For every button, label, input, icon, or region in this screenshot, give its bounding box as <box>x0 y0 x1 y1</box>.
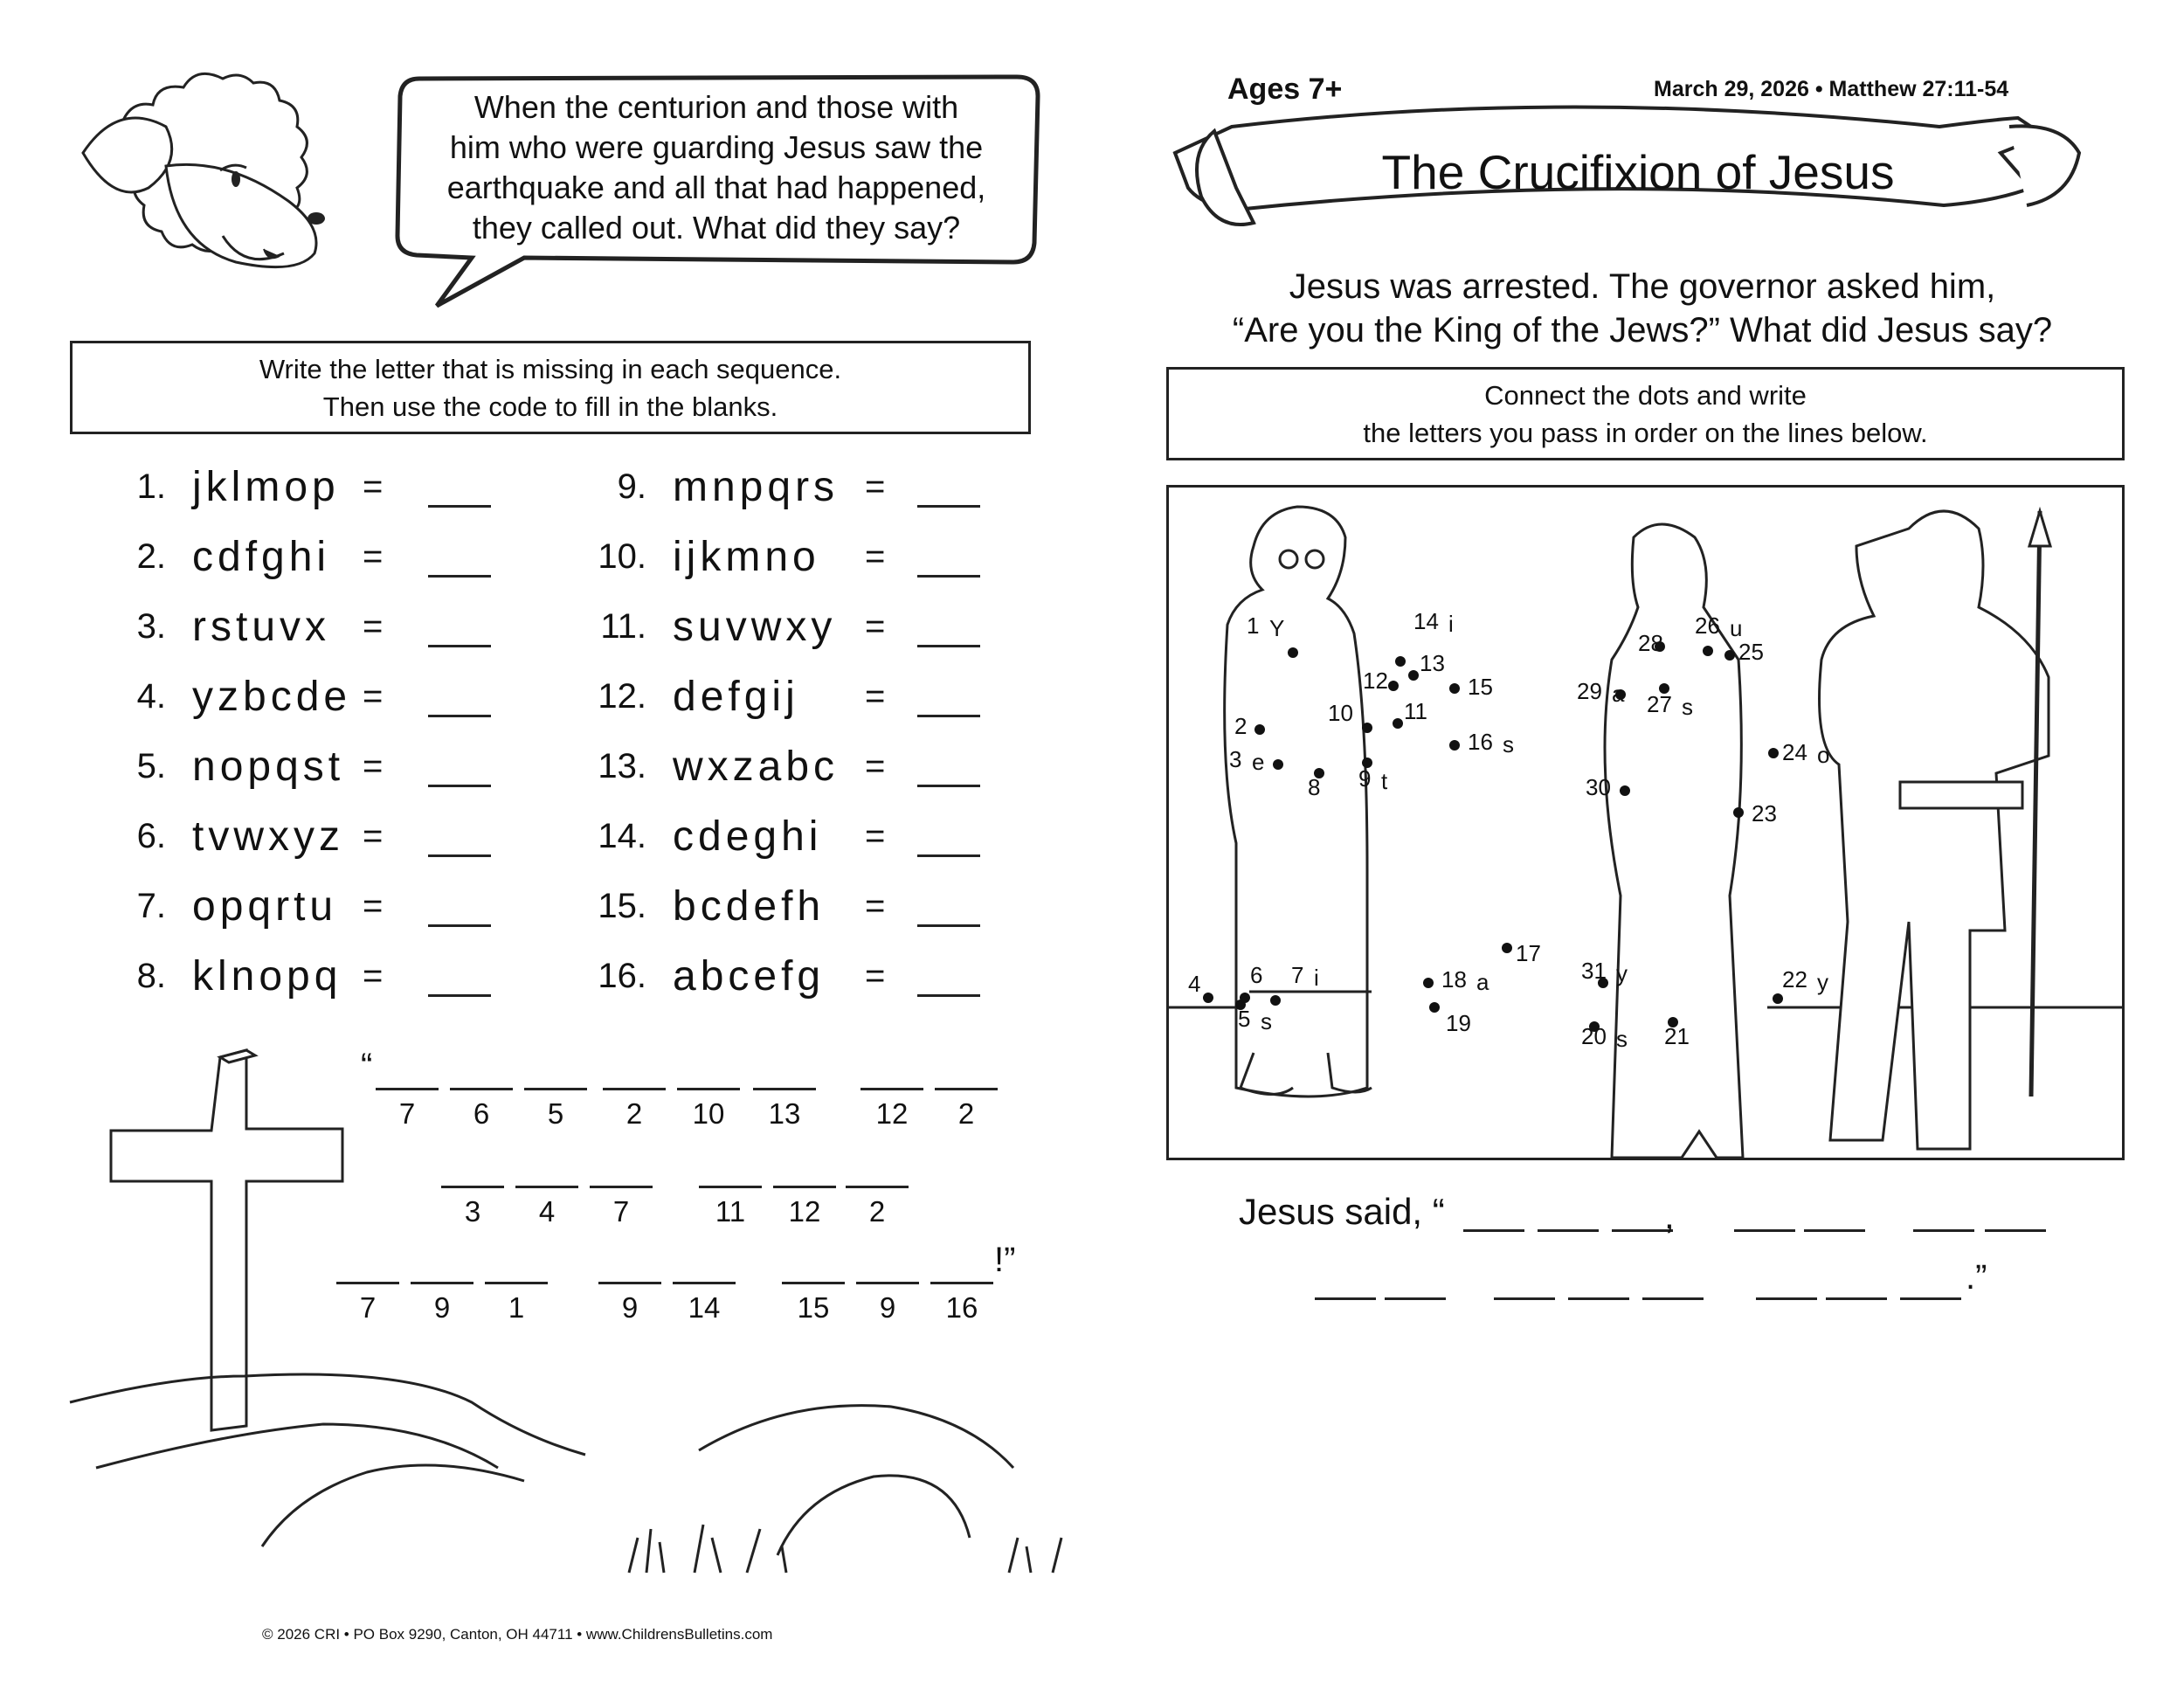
dot-label: 4 <box>1188 971 1201 997</box>
close-quote: !” <box>994 1241 1016 1279</box>
dot-letter: o <box>1817 742 1830 768</box>
equals-sign: = <box>363 887 384 925</box>
dot-label: 5 <box>1238 1006 1251 1032</box>
answer-blank[interactable] <box>428 715 491 717</box>
sequence-letters: jklmop <box>192 464 340 510</box>
sequence-letters: yzbcde <box>192 674 352 720</box>
equals-sign: = <box>363 677 384 716</box>
answer-blank[interactable] <box>428 575 491 578</box>
code-number: 12 <box>788 1195 821 1228</box>
dot-15[interactable] <box>1449 683 1460 694</box>
answer-blank[interactable] <box>428 854 491 857</box>
dot-label: 17 <box>1516 940 1541 966</box>
dot-letter: s <box>1261 1008 1272 1034</box>
dot-4[interactable] <box>1203 993 1213 1003</box>
answer-blank[interactable] <box>428 505 491 508</box>
sequence-number: 13. <box>598 747 646 785</box>
lamb-illustration <box>61 70 393 332</box>
answer-blank[interactable] <box>917 785 980 787</box>
answer-blank[interactable] <box>917 994 980 997</box>
dot-letter: a <box>1476 969 1489 995</box>
dot-label: 24 <box>1782 739 1807 765</box>
code-number: 3 <box>464 1195 481 1228</box>
sequence-letters: suvwxy <box>673 604 837 650</box>
code-number: 4 <box>538 1195 556 1228</box>
instruction-line: Connect the dots and write <box>1484 380 1807 411</box>
code-number: 7 <box>612 1195 630 1228</box>
dot-19[interactable] <box>1429 1002 1440 1013</box>
answer-line[interactable] <box>1734 1229 1795 1232</box>
code-number: 7 <box>359 1291 377 1324</box>
sequence-number: 5. <box>136 747 166 785</box>
dot-label: 15 <box>1468 674 1493 700</box>
sequence-number: 4. <box>136 677 166 716</box>
dot-label: 8 <box>1308 774 1321 800</box>
answer-comma: , <box>1664 1195 1675 1236</box>
dot-18[interactable] <box>1423 978 1434 988</box>
instruction-line: Then use the code to fill in the blanks. <box>322 391 778 422</box>
code-blank-line[interactable] <box>376 1088 439 1090</box>
answer-blank[interactable] <box>917 854 980 857</box>
dot-16[interactable] <box>1449 740 1460 751</box>
code-number: 12 <box>875 1097 909 1130</box>
answer-line[interactable] <box>1538 1229 1599 1232</box>
code-blank-line[interactable] <box>930 1282 993 1284</box>
right-instructions-box <box>1166 367 2125 460</box>
code-number: 2 <box>868 1195 886 1228</box>
dot-6[interactable] <box>1240 993 1250 1003</box>
code-blank-line[interactable] <box>860 1088 923 1090</box>
code-blank-line[interactable] <box>515 1186 578 1188</box>
dot-23[interactable] <box>1733 807 1744 818</box>
code-blank-line[interactable] <box>846 1186 909 1188</box>
dot-12[interactable] <box>1388 681 1399 691</box>
open-quote: “ <box>361 1047 373 1085</box>
dot-label: 23 <box>1752 800 1777 827</box>
sequence-number: 11. <box>600 607 646 646</box>
dot-26[interactable] <box>1703 646 1713 656</box>
dot-label: 16 <box>1468 729 1493 755</box>
answer-line[interactable] <box>1826 1297 1887 1300</box>
code-blank-line[interactable] <box>753 1088 816 1090</box>
equals-sign: = <box>363 607 384 646</box>
answer-blank[interactable] <box>917 924 980 927</box>
code-number: 15 <box>797 1291 830 1324</box>
question-text <box>1162 265 2123 352</box>
code-number: 1 <box>508 1291 525 1324</box>
code-blank-line[interactable] <box>450 1088 513 1090</box>
dot-letter: a <box>1612 681 1625 707</box>
answer-blank[interactable] <box>917 575 980 578</box>
dot-label: 14 <box>1413 608 1439 634</box>
dot-label: 31 <box>1581 958 1607 984</box>
sequence-number: 6. <box>136 817 166 855</box>
sequence-number: 2. <box>136 537 166 576</box>
date-reference: March 29, 2026 • Matthew 27:11-54 <box>1654 77 2009 101</box>
dot-letter: e <box>1252 749 1265 775</box>
equals-sign: = <box>865 677 886 716</box>
sequence-number: 9. <box>617 467 646 506</box>
dot-label: 25 <box>1738 639 1764 665</box>
equals-sign: = <box>363 467 384 506</box>
dot-30[interactable] <box>1620 785 1630 796</box>
bubble-line: they called out. What did they say? <box>472 210 961 246</box>
equals-sign: = <box>865 747 886 785</box>
code-blank-line[interactable] <box>699 1186 762 1188</box>
code-number: 9 <box>879 1291 896 1324</box>
dot-3[interactable] <box>1273 759 1283 770</box>
answer-line[interactable] <box>1913 1229 1974 1232</box>
speech-bubble-text <box>411 87 1022 248</box>
code-number: 5 <box>547 1097 564 1130</box>
equals-sign: = <box>865 887 886 925</box>
answer-blank[interactable] <box>917 715 980 717</box>
code-blank-line[interactable] <box>782 1282 845 1284</box>
dot-to-dot-picture <box>1166 485 2125 1160</box>
dot-13[interactable] <box>1408 670 1419 681</box>
sequence-number: 10. <box>598 537 646 576</box>
answer-blank[interactable] <box>917 645 980 647</box>
answer-line[interactable] <box>1315 1297 1376 1300</box>
dot-label: 29 <box>1577 678 1602 704</box>
dot-letter: i <box>1448 611 1454 637</box>
answer-line[interactable] <box>1568 1297 1629 1300</box>
sequence-letters: mnpqrs <box>673 464 840 510</box>
dot-label: 10 <box>1328 700 1353 726</box>
dot-letter: s <box>1616 1026 1628 1052</box>
equals-sign: = <box>363 817 384 855</box>
equals-sign: = <box>865 467 886 506</box>
answer-line[interactable] <box>1804 1229 1865 1232</box>
code-number: 10 <box>692 1097 725 1130</box>
instruction-line: Write the letter that is missing in each sequence. <box>259 354 842 384</box>
answer-blank[interactable] <box>917 505 980 508</box>
dot-24[interactable] <box>1768 748 1779 758</box>
code-blank-line[interactable] <box>935 1088 998 1090</box>
dot-label: 9 <box>1358 765 1372 792</box>
page-title: The Crucifixion of Jesus <box>1381 145 1895 199</box>
equals-sign: = <box>363 957 384 995</box>
sequence-letters: abcefg <box>673 953 826 1000</box>
code-blank-line[interactable] <box>773 1186 836 1188</box>
left-instructions-box <box>70 341 1031 434</box>
equals-sign: = <box>363 747 384 785</box>
code-blank-line[interactable] <box>411 1282 473 1284</box>
dot-letter: Y <box>1269 615 1285 641</box>
code-blank-line[interactable] <box>598 1282 661 1284</box>
code-number: 2 <box>957 1097 975 1130</box>
sequence-letters: bcdefh <box>673 883 826 930</box>
dot-1[interactable] <box>1288 647 1298 658</box>
code-blank-line[interactable] <box>856 1282 919 1284</box>
dot-letter: y <box>1817 969 1828 995</box>
dot-25[interactable] <box>1724 650 1735 661</box>
answer-line[interactable] <box>1385 1297 1446 1300</box>
answer-line[interactable] <box>1756 1297 1817 1300</box>
code-blank-line[interactable] <box>677 1088 740 1090</box>
sequence-letters: cdfghi <box>192 534 331 580</box>
equals-sign: = <box>363 537 384 576</box>
dot-letter: u <box>1730 615 1743 641</box>
bubble-line: him who were guarding Jesus saw the <box>449 129 984 165</box>
ages-label: Ages 7+ <box>1227 73 1343 106</box>
dot-letter: t <box>1381 768 1388 794</box>
dot-17[interactable] <box>1502 943 1512 953</box>
sequence-number: 1. <box>136 467 166 506</box>
dot-letter: y <box>1616 960 1628 986</box>
code-blank-line[interactable] <box>524 1088 587 1090</box>
code-blank-line[interactable] <box>441 1186 504 1188</box>
dot-label: 26 <box>1695 612 1720 639</box>
code-number: 13 <box>768 1097 801 1130</box>
question-line: Jesus was arrested. The governor asked him, <box>1289 267 1996 306</box>
code-number: 7 <box>398 1097 416 1130</box>
sequence-letters: cdeghi <box>673 813 823 860</box>
code-blank-line[interactable] <box>590 1186 653 1188</box>
dot-label: 7 <box>1291 962 1304 988</box>
dot-14[interactable] <box>1395 656 1406 667</box>
code-blank-line[interactable] <box>485 1282 548 1284</box>
dot-label: 6 <box>1250 962 1263 988</box>
dot-label: 11 <box>1404 698 1427 724</box>
code-number: 9 <box>621 1291 639 1324</box>
code-blank-line[interactable] <box>673 1282 736 1284</box>
dot-label: 18 <box>1441 966 1467 993</box>
equals-sign: = <box>865 817 886 855</box>
answer-blank[interactable] <box>428 924 491 927</box>
code-blank-line[interactable] <box>603 1088 666 1090</box>
equals-sign: = <box>865 957 886 995</box>
sequence-number: 12. <box>598 677 646 716</box>
sequence-letters: wxzabc <box>673 744 840 790</box>
dot-10[interactable] <box>1362 723 1372 733</box>
code-number: 2 <box>625 1097 643 1130</box>
code-number: 11 <box>715 1195 746 1228</box>
dot-label: 19 <box>1446 1010 1471 1036</box>
answer-line[interactable] <box>1985 1229 2046 1232</box>
sequence-letters: klnopq <box>192 953 342 1000</box>
code-number: 9 <box>433 1291 451 1324</box>
sequence-letters: defgij <box>673 674 799 720</box>
answer-blank[interactable] <box>428 645 491 647</box>
sequence-letters: rstuvx <box>192 604 331 650</box>
dot-letter: s <box>1682 694 1693 720</box>
dot-label: 12 <box>1363 668 1388 694</box>
code-number: 16 <box>945 1291 978 1324</box>
sequence-number: 7. <box>136 887 166 925</box>
dot-2[interactable] <box>1254 724 1265 735</box>
sequence-number: 15. <box>598 887 646 925</box>
answer-line[interactable] <box>1463 1229 1524 1232</box>
copyright: © 2026 CRI • PO Box 9290, Canton, OH 44711 • www.ChildrensBulletins.com <box>262 1626 773 1643</box>
code-number: 6 <box>473 1097 490 1130</box>
answer-end: .” <box>1966 1258 1987 1297</box>
sequence-number: 3. <box>136 607 166 646</box>
answer-line[interactable] <box>1900 1297 1961 1300</box>
dot-7[interactable] <box>1270 995 1281 1006</box>
sequence-letters: ijkmno <box>673 534 820 580</box>
answer-blank[interactable] <box>428 785 491 787</box>
code-blank-line[interactable] <box>336 1282 399 1284</box>
dot-label: 13 <box>1420 650 1445 676</box>
dot-label: 3 <box>1229 746 1242 772</box>
dot-22[interactable] <box>1773 993 1783 1004</box>
bubble-line: earthquake and all that had happened, <box>446 169 986 205</box>
sequence-letters: opqrtu <box>192 883 338 930</box>
dot-label: 22 <box>1782 966 1807 993</box>
equals-sign: = <box>865 607 886 646</box>
dot-label: 20 <box>1581 1023 1607 1049</box>
dot-letter: s <box>1503 731 1514 758</box>
dot-label: 1 <box>1247 612 1260 639</box>
bubble-line: When the centurion and those with <box>473 89 959 125</box>
question-line: “Are you the King of the Jews?” What did Jesus say? <box>1232 311 2053 349</box>
answer-line[interactable] <box>1642 1297 1704 1300</box>
answer-prefix: Jesus said, “ <box>1239 1191 1445 1232</box>
dot-label: 28 <box>1638 630 1663 656</box>
dot-11[interactable] <box>1393 718 1403 729</box>
dot-label: 30 <box>1586 774 1611 800</box>
dot-label: 27 <box>1647 691 1672 717</box>
equals-sign: = <box>865 537 886 576</box>
dot-label: 21 <box>1664 1023 1690 1049</box>
sequence-number: 8. <box>136 957 166 995</box>
answer-blank[interactable] <box>428 994 491 997</box>
sequence-letters: nopqst <box>192 744 345 790</box>
sequence-number: 16. <box>598 957 646 995</box>
code-number: 14 <box>688 1291 721 1324</box>
instruction-line: the letters you pass in order on the lines below. <box>1363 418 1928 448</box>
dot-letter: i <box>1314 965 1319 991</box>
sequence-number: 14. <box>598 817 646 855</box>
sequence-letters: tvwxyz <box>192 813 344 860</box>
dot-label: 2 <box>1234 713 1248 739</box>
answer-line[interactable] <box>1494 1297 1555 1300</box>
